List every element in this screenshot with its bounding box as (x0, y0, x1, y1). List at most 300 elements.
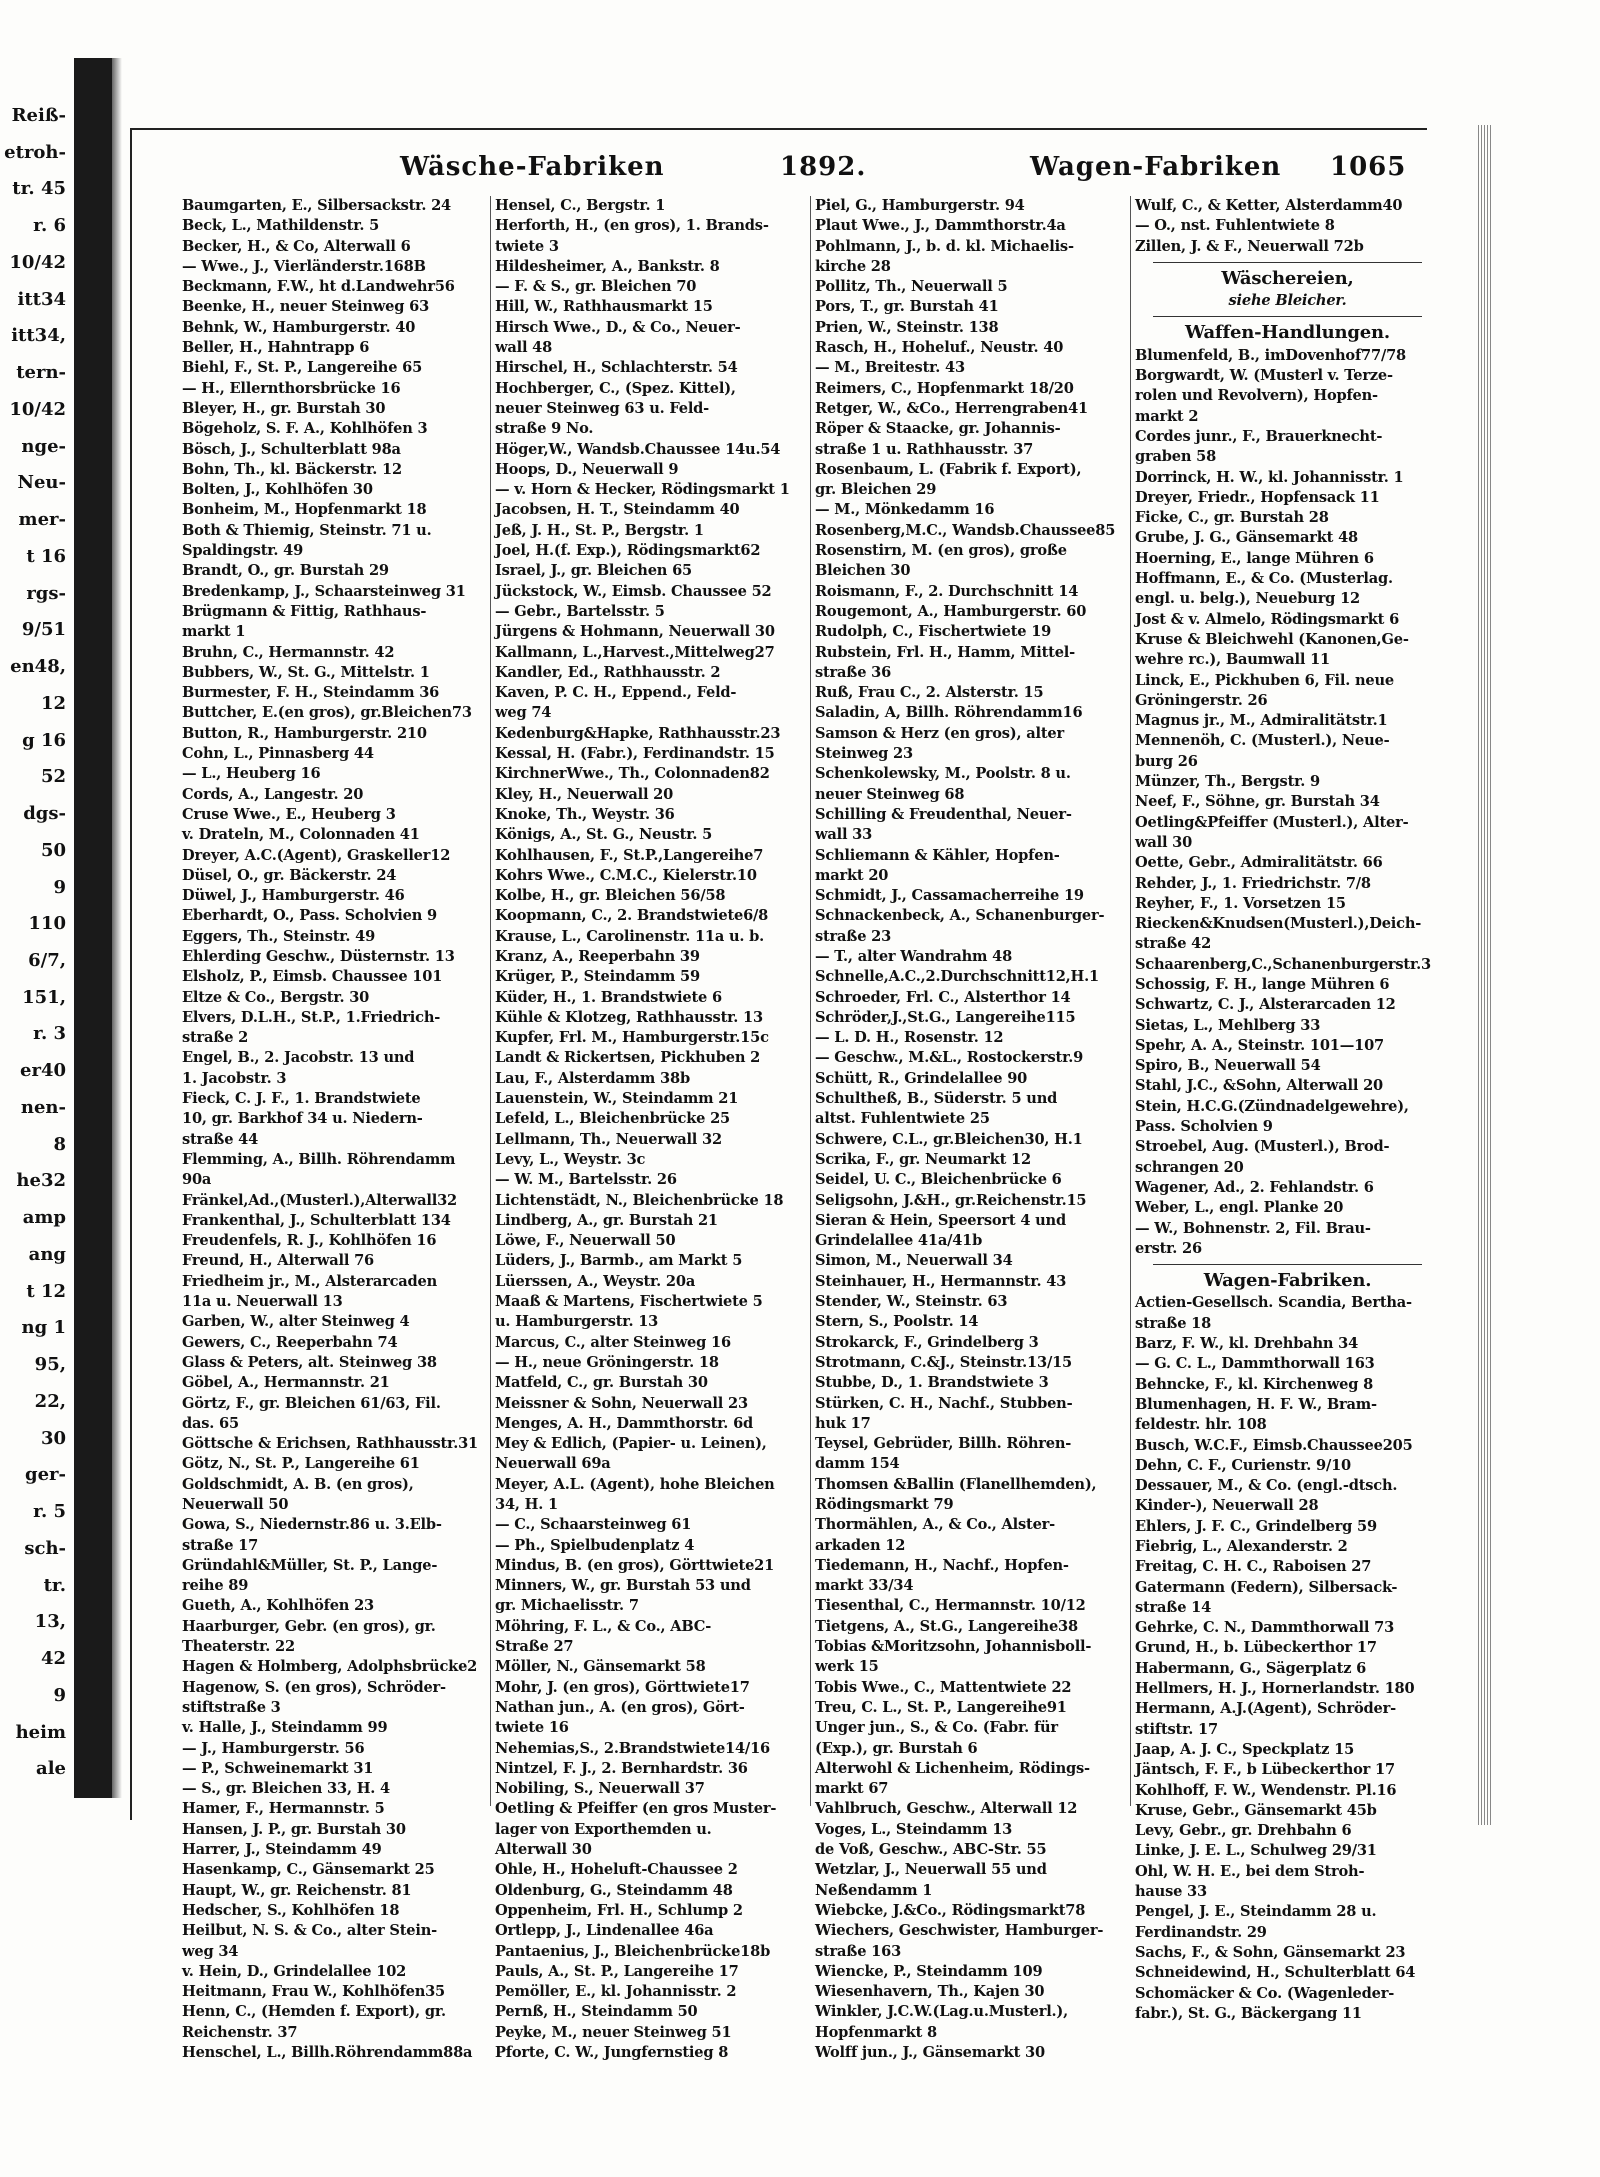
directory-entry: Goldschmidt, A. B. (en gros), (182, 1475, 414, 1493)
directory-entry: Stahl, J.C., &Sohn, Alterwall 20 (1135, 1077, 1384, 1095)
directory-entry: Rasch, H., Hoheluf., Neustr. 40 (815, 339, 1064, 357)
directory-entry: Flemming, A., Billh. Röhrendamm (182, 1150, 456, 1168)
directory-entry: straße 1 u. Rathhausstr. 37 (815, 440, 1034, 458)
directory-column-3 (815, 196, 1125, 2062)
section-title-waffen: Waffen-Handlungen. (1185, 322, 1390, 344)
directory-entry: Bögeholz, S. F. A., Kohlhöfen 3 (182, 420, 428, 438)
directory-entry: Bonheim, M., Hopfenmarkt 18 (182, 501, 427, 519)
directory-entry: graben 58 (1135, 448, 1217, 466)
directory-entry: Hansen, J. P., gr. Burstah 30 (182, 1820, 406, 1838)
directory-entry: Strotmann, C.&J., Steinstr.13/15 (815, 1353, 1073, 1371)
directory-entry: Düwel, J., Hamburgerstr. 46 (182, 887, 405, 905)
directory-entry: Neef, F., Söhne, gr. Burstah 34 (1135, 793, 1380, 811)
directory-entry: Baumgarten, E., Silbersackstr. 24 (182, 197, 452, 214)
directory-entry: Theaterstr. 22 (182, 1638, 295, 1656)
directory-entry: Pors, T., gr. Burstah 41 (815, 298, 999, 316)
directory-entry: twiete 16 (495, 1719, 569, 1737)
directory-entry: Lüders, J., Barmb., am Markt 5 (495, 1252, 743, 1270)
directory-entry: straße 9 No. (495, 420, 594, 438)
directory-entry: Treu, C. L., St. P., Langereihe91 (815, 1698, 1067, 1716)
gutter-shadow (112, 58, 122, 1798)
facing-page-fragment: 30 (40, 1428, 66, 1449)
directory-entry: Saladin, A, Billh. Röhrendamm16 (815, 704, 1083, 722)
section-rule (1153, 1264, 1422, 1265)
directory-entry: Pernß, H., Steindamm 50 (495, 2003, 698, 2021)
directory-entry: — H., Ellernthorsbrücke 16 (182, 379, 401, 397)
directory-entry: Zillen, J. & F., Neuerwall 72b (1135, 237, 1364, 255)
directory-entry: Ortlepp, J., Lindenallee 46a (495, 1922, 714, 1940)
facing-page-fragment: itt34, (11, 325, 66, 346)
section-rule (1153, 262, 1422, 263)
directory-entry: Schütt, R., Grindelallee 90 (815, 1069, 1028, 1087)
directory-entry: Cruse Wwe., E., Heuberg 3 (182, 805, 396, 823)
directory-entry: lager von Exporthemden u. (495, 1820, 712, 1838)
facing-page-fragment: 110 (28, 913, 66, 934)
facing-page-fragment: itt34 (17, 289, 66, 310)
waffen-entries (1135, 346, 1440, 1259)
directory-entry: Bösch, J., Schulterblatt 98a (182, 440, 401, 458)
directory-entry: Mohr, J. (en gros), Görttwiete17 (495, 1678, 750, 1696)
directory-entry: Engel, B., 2. Jacobstr. 13 und (182, 1049, 415, 1067)
directory-entry: straße 17 (182, 1536, 259, 1554)
directory-entry: Thormählen, A., & Co., Alster- (815, 1516, 1056, 1534)
directory-entry: Oppenheim, Frl. H., Schlump 2 (495, 1901, 743, 1919)
directory-entry: Jeß, J. H., St. P., Bergstr. 1 (495, 521, 704, 539)
directory-entry: 34, H. 1 (495, 1496, 558, 1513)
directory-entry: Rosenbaum, L. (Fabrik f. Export), (815, 460, 1082, 478)
directory-entry: Landt & Rickertsen, Pickhuben 2 (495, 1049, 761, 1067)
directory-entry: — F. & S., gr. Bleichen 70 (495, 278, 697, 296)
directory-entry: Schenkolewsky, M., Poolstr. 8 u. (815, 765, 1071, 783)
directory-entry: Knoke, Th., Weystr. 36 (495, 805, 675, 823)
directory-entry: Tobias &Moritzsohn, Johannisboll- (815, 1638, 1092, 1656)
directory-entry: Krüger, P., Steindamm 59 (495, 968, 700, 986)
directory-entry: Cordes junr., F., Brauerknecht- (1135, 427, 1383, 445)
directory-entry: Gewers, C., Reeperbahn 74 (182, 1333, 398, 1351)
directory-entry: straße 42 (1135, 935, 1212, 953)
directory-entry: Ferdinandstr. 29 (1135, 1923, 1267, 1941)
directory-entry: straße 23 (815, 927, 892, 945)
directory-entry: Ohl, W. H. E., bei dem Stroh- (1135, 1862, 1365, 1880)
directory-entry: Pantaenius, J., Bleichenbrücke18b (495, 1942, 771, 1960)
directory-entry: Königs, A., St. G., Neustr. 5 (495, 826, 713, 844)
directory-entry: KirchnerWwe., Th., Colonnaden82 (495, 765, 770, 783)
directory-entry: straße 36 (815, 663, 892, 681)
facing-page-fragment: tern- (16, 362, 66, 383)
directory-entry: straße 44 (182, 1130, 259, 1148)
facing-page-fragment: he32 (16, 1170, 66, 1191)
directory-entry: wehre rc.), Baumwall 11 (1135, 651, 1330, 669)
directory-entry: Bredenkamp, J., Schaarsteinweg 31 (182, 582, 466, 600)
directory-entry: Lau, F., Alsterdamm 38b (495, 1069, 690, 1087)
directory-entry: Elsholz, P., Eimsb. Chaussee 101 (182, 968, 443, 986)
directory-entry: Thomsen &Ballin (Flanellhemden), (815, 1475, 1097, 1493)
directory-entry: Kley, H., Neuerwall 20 (495, 785, 674, 803)
facing-page-fragment: g 16 (22, 730, 66, 751)
directory-entry: Kohrs Wwe., C.M.C., Kielerstr.10 (495, 866, 757, 884)
facing-page-fragment: ger- (25, 1464, 66, 1485)
directory-entry: Schnackenbeck, A., Schanenburger- (815, 907, 1105, 925)
directory-entry: werk 15 (815, 1658, 879, 1676)
facing-page-fragment: 10/42 (9, 252, 66, 273)
directory-entry: Eberhardt, O., Pass. Scholvien 9 (182, 907, 437, 925)
directory-entry: Schilling & Freudenthal, Neuer- (815, 805, 1072, 823)
directory-entry: Hochberger, C., (Spez. Kittel), (495, 379, 736, 397)
facing-page-fragment: 9/51 (21, 619, 66, 640)
directory-entry: Kupfer, Frl. M., Hamburgerstr.15c (495, 1029, 769, 1047)
directory-entry: Wiechers, Geschwister, Hamburger- (815, 1922, 1104, 1940)
facing-page-fragment: ng 1 (21, 1317, 66, 1338)
directory-entry: Levy, Gebr., gr. Drehbahn 6 (1135, 1822, 1352, 1840)
directory-entry: Jost & v. Almelo, Rödingsmarkt 6 (1135, 610, 1400, 628)
directory-entry: Jürgens & Hohmann, Neuerwall 30 (495, 623, 775, 641)
header-right-title: Wagen-Fabriken (1030, 152, 1282, 182)
directory-entry: Hoops, D., Neuerwall 9 (495, 460, 679, 478)
directory-entry: Haupt, W., gr. Reichenstr. 81 (182, 1881, 412, 1899)
facing-page-fragment: etroh- (4, 142, 66, 163)
directory-entry: Schroeder, Frl. C., Alsterthor 14 (815, 988, 1071, 1006)
directory-entry: Dreyer, A.C.(Agent), Graskeller12 (182, 846, 451, 864)
directory-entry: Kranz, A., Reeperbahn 39 (495, 947, 700, 965)
directory-entry: 11a u. Neuerwall 13 (182, 1293, 343, 1311)
directory-entry: Levy, L., Weystr. 3c (495, 1150, 646, 1168)
directory-entry: Göttsche & Erichsen, Rathhausstr.31 (182, 1435, 478, 1453)
directory-entry: Busch, W.C.F., Eimsb.Chaussee205 (1135, 1436, 1413, 1454)
directory-entry: Meyer, A.L. (Agent), hohe Bleichen (495, 1475, 775, 1493)
directory-entry: Lindberg, A., gr. Burstah 21 (495, 1211, 718, 1229)
directory-entry: Frankenthal, J., Schulterblatt 134 (182, 1211, 451, 1229)
directory-entry: Neuerwall 69a (495, 1455, 611, 1473)
directory-entry: Blumenhagen, H. F. W., Bram- (1135, 1395, 1377, 1413)
directory-entry: Jückstock, W., Eimsb. Chaussee 52 (495, 582, 772, 600)
directory-entry: Stein, H.C.G.(Zündnadelgewehre), (1135, 1097, 1409, 1115)
directory-entry: Freudenfels, R. J., Kohlhöfen 16 (182, 1232, 437, 1250)
directory-entry: Spaldingstr. 49 (182, 542, 304, 560)
directory-entry: Küder, H., 1. Brandstwiete 6 (495, 988, 722, 1006)
directory-entry: Gowa, S., Niedernstr.86 u. 3.Elb- (182, 1516, 442, 1534)
directory-entry: Krause, L., Carolinenstr. 11a u. b. (495, 927, 765, 945)
directory-entry: Hopfenmarkt 8 (815, 2023, 937, 2041)
directory-entry: Rudolph, C., Fischertwiete 19 (815, 623, 1052, 641)
directory-entry: gr. Bleichen 29 (815, 481, 937, 499)
directory-entry: markt 2 (1135, 407, 1199, 425)
directory-entry: Borgwardt, W. (Musterl v. Terze- (1135, 367, 1393, 385)
directory-entry: Mennenöh, C. (Musterl.), Neue- (1135, 732, 1390, 750)
directory-entry: — G. C. L., Dammthorwall 163 (1135, 1355, 1375, 1373)
directory-entry: Hagen & Holmberg, Adolphsbrücke2 (182, 1658, 478, 1676)
directory-entry: Rougemont, A., Hamburgerstr. 60 (815, 602, 1087, 620)
directory-entry: Weber, L., engl. Planke 20 (1135, 1199, 1344, 1217)
directory-entry: Götz, N., St. P., Langereihe 61 (182, 1455, 420, 1473)
directory-entry: Brandt, O., gr. Burstah 29 (182, 562, 389, 580)
facing-page-fragment: 9 (53, 877, 66, 898)
directory-entry: Koopmann, C., 2. Brandstwiete6/8 (495, 907, 769, 925)
directory-entry: Spehr, A. A., Steinstr. 101—107 (1135, 1036, 1384, 1054)
directory-entry: Wulf, C., & Ketter, Alsterdamm40 (1135, 197, 1403, 214)
directory-entry: Kaven, P. C. H., Eppend., Feld- (495, 684, 737, 702)
directory-entry: Hensel, C., Bergstr. 1 (495, 197, 666, 214)
directory-entry: Lichtenstädt, N., Bleichenbrücke 18 (495, 1191, 784, 1209)
directory-entry: Fränkel,Ad.,(Musterl.),Alterwall32 (182, 1191, 457, 1209)
directory-entry: Schröder,J.,St.G., Langereihe115 (815, 1008, 1076, 1026)
facing-page-fragment: t 12 (26, 1281, 66, 1302)
directory-entry: Pforte, C. W., Jungfernstieg 8 (495, 2044, 729, 2062)
directory-entry: Bleichen 30 (815, 562, 911, 580)
directory-entry: Fieck, C. J. F., 1. Brandstwiete (182, 1090, 421, 1108)
directory-entry: Becker, H., & Co, Alterwall 6 (182, 237, 411, 255)
facing-page-fragment: 9 (53, 1685, 66, 1706)
directory-entry: u. Hamburgerstr. 13 (495, 1313, 659, 1331)
directory-entry: Linck, E., Pickhuben 6, Fil. neue (1135, 671, 1394, 689)
facing-page-fragment: rgs- (26, 583, 66, 604)
facing-page-fragment: tr. 45 (12, 178, 66, 199)
directory-entry: Oldenburg, G., Steindamm 48 (495, 1881, 733, 1899)
directory-entry: Kessal, H. (Fabr.), Ferdinandstr. 15 (495, 745, 775, 763)
directory-entry: — Ph., Spielbudenplatz 4 (495, 1536, 695, 1554)
directory-entry: Hirschel, H., Schlachterstr. 54 (495, 359, 738, 377)
directory-entry: Pollitz, Th., Neuerwall 5 (815, 278, 1008, 296)
directory-entry: Biehl, F., St. P., Langereihe 65 (182, 359, 423, 377)
directory-entry: Pass. Scholvien 9 (1135, 1118, 1273, 1136)
directory-entry: Gründahl&Müller, St. P., Lange- (182, 1556, 438, 1574)
column-rule (1130, 196, 1131, 1806)
directory-entry: erstr. 26 (1135, 1239, 1202, 1257)
directory-entry: Menges, A. H., Dammthorstr. 6d (495, 1414, 754, 1432)
facing-page-fragment: 52 (40, 766, 66, 787)
directory-entry: Plaut Wwe., J., Dammthorstr.4a (815, 217, 1066, 235)
directory-entry: gr. Michaelisstr. 7 (495, 1597, 639, 1615)
facing-page-fragment: heim (15, 1722, 66, 1743)
directory-entry: Stroebel, Aug. (Musterl.), Brod- (1135, 1138, 1390, 1156)
directory-entry: 10, gr. Barkhof 34 u. Niedern- (182, 1110, 423, 1128)
facing-page-fragment: 95, (34, 1354, 66, 1375)
directory-entry: Buttcher, E.(en gros), gr.Bleichen73 (182, 704, 472, 722)
directory-entry: Spiro, B., Neuerwall 54 (1135, 1057, 1321, 1075)
directory-entry: Burmester, F. H., Steindamm 36 (182, 684, 440, 702)
directory-entry: Friedheim jr., M., Alsterarcaden (182, 1272, 438, 1290)
directory-entry: Straße 27 (495, 1638, 574, 1656)
directory-entry: Grube, J. G., Gänsemarkt 48 (1135, 529, 1358, 547)
directory-entry: Unger jun., S., & Co. (Fabr. für (815, 1719, 1058, 1737)
facing-page-fragment: r. 5 (33, 1501, 66, 1522)
directory-entry: fabr.), St. G., Bäckergang 11 (1135, 2004, 1362, 2022)
directory-entry: twiete 3 (495, 237, 559, 255)
directory-entry: hause 33 (1135, 1883, 1207, 1901)
directory-entry: Seligsohn, J.&H., gr.Reichenstr.15 (815, 1191, 1087, 1209)
directory-entry: Steinhauer, H., Hermannstr. 43 (815, 1272, 1067, 1290)
directory-entry: Lellmann, Th., Neuerwall 32 (495, 1130, 722, 1148)
directory-entry: Marcus, C., alter Steinweg 16 (495, 1333, 731, 1351)
directory-entry: Israel, J., gr. Bleichen 65 (495, 562, 692, 580)
directory-entry: — M., Mönkedamm 16 (815, 501, 995, 519)
directory-entry: Seidel, U. C., Bleichenbrücke 6 (815, 1171, 1062, 1189)
directory-entry: Simon, M., Neuerwall 34 (815, 1252, 1013, 1270)
directory-entry: Hellmers, H. J., Hornerlandstr. 180 (1135, 1680, 1415, 1698)
directory-entry: Ehlers, J. F. C., Grindelberg 59 (1135, 1517, 1377, 1535)
directory-entry: Kruse & Bleichwehl (Kanonen,Ge- (1135, 630, 1409, 648)
facing-page-fragment: 42 (40, 1648, 66, 1669)
directory-entry: Röper & Staacke, gr. Johannis- (815, 420, 1061, 438)
directory-entry: Rosenstirn, M. (en gros), große (815, 542, 1067, 560)
facing-page-fragment: en48, (10, 656, 66, 677)
directory-entry: Retger, W., &Co., Herrengraben41 (815, 399, 1089, 417)
directory-entry: Kedenburg&Hapke, Rathhausstr.23 (495, 724, 781, 742)
directory-entry: Dreyer, Friedr., Hopfensack 11 (1135, 488, 1380, 506)
directory-entry: das. 65 (182, 1414, 239, 1432)
directory-entry: Hermann, A.J.(Agent), Schröder- (1135, 1700, 1396, 1718)
directory-entry: markt 1 (182, 623, 246, 641)
directory-entry: engl. u. belg.), Neueburg 12 (1135, 590, 1360, 608)
directory-entry: Kinder-), Neuerwall 28 (1135, 1497, 1319, 1515)
page-number: 1065 (1330, 152, 1407, 182)
facing-page-fragment: 8 (53, 1134, 66, 1155)
directory-entry: Cords, A., Langestr. 20 (182, 785, 364, 803)
directory-entry: Cohn, L., Pinnasberg 44 (182, 745, 374, 763)
directory-entry: — P., Schweinemarkt 31 (182, 1759, 374, 1777)
directory-entry: Oetling&Pfeiffer (Musterl.), Alter- (1135, 813, 1409, 831)
directory-entry: Tiedemann, H., Nachf., Hopfen- (815, 1556, 1069, 1574)
directory-entry: Winkler, J.C.W.(Lag.u.Musterl.), (815, 2003, 1069, 2021)
directory-entry: Strokarck, F., Grindelberg 3 (815, 1333, 1039, 1351)
directory-entry: markt 20 (815, 866, 889, 884)
directory-entry: Sietas, L., Mehlberg 33 (1135, 1016, 1321, 1034)
directory-entry: Voges, L., Steindamm 13 (815, 1820, 1013, 1838)
directory-entry: Maaß & Martens, Fischertwiete 5 (495, 1293, 763, 1311)
directory-entry: Wetzlar, J., Neuerwall 55 und (815, 1861, 1047, 1879)
directory-entry: stiftstr. 17 (1135, 1720, 1218, 1738)
page-edge-stack (1478, 125, 1492, 1825)
directory-entry: Steinweg 23 (815, 745, 913, 763)
directory-entry: Glass & Peters, alt. Steinweg 38 (182, 1353, 437, 1371)
directory-entry: Beenke, H., neuer Steinweg 63 (182, 298, 430, 316)
directory-entry: Kallmann, L.,Harvest.,Mittelweg27 (495, 643, 775, 661)
facing-page-fragment: r. 3 (33, 1023, 66, 1044)
directory-entry: burg 26 (1135, 752, 1198, 770)
directory-entry: — Wwe., J., Vierländerstr.168B (182, 257, 426, 275)
facing-page-fragment: 10/42 (9, 399, 66, 420)
directory-entry: Bruhn, C., Hermannstr. 42 (182, 643, 395, 661)
directory-entry: — Geschw., M.&L., Rostockerstr.9 (815, 1049, 1084, 1067)
directory-entry: Lefeld, L., Bleichenbrücke 25 (495, 1110, 730, 1128)
directory-entry: Peyke, M., neuer Steinweg 51 (495, 2023, 732, 2041)
directory-entry: Reichenstr. 37 (182, 2023, 298, 2041)
directory-entry: Matfeld, C., gr. Burstah 30 (495, 1374, 708, 1392)
directory-entry: Schneidewind, H., Schulterblatt 64 (1135, 1964, 1416, 1982)
directory-entry: straße 2 (182, 1029, 249, 1047)
directory-entry: — M., Breitestr. 43 (815, 359, 965, 377)
facing-page-fragment: 151, (22, 987, 66, 1008)
directory-column-1 (182, 196, 487, 2062)
facing-page-fragment: 13, (34, 1611, 66, 1632)
directory-entry: schrangen 20 (1135, 1158, 1244, 1176)
directory-entry: Tiesenthal, C., Hermannstr. 10/12 (815, 1597, 1086, 1615)
directory-entry: Roismann, F., 2. Durchschnitt 14 (815, 582, 1079, 600)
directory-entry: Hildesheimer, A., Bankstr. 8 (495, 257, 720, 275)
directory-entry: Schwartz, C. J., Alsterarcaden 12 (1135, 996, 1396, 1014)
directory-entry: Rubstein, Frl. H., Hamm, Mittel- (815, 643, 1075, 661)
directory-entry: Joel, H.(f. Exp.), Rödingsmarkt62 (495, 542, 761, 560)
directory-entry: Samson & Herz (en gros), alter (815, 724, 1064, 742)
directory-entry: Löwe, F., Neuerwall 50 (495, 1232, 676, 1250)
directory-entry: Bubbers, W., St. G., Mittelstr. 1 (182, 663, 430, 681)
directory-entry: feldestr. hlr. 108 (1135, 1416, 1267, 1434)
directory-entry: Ehlerding Geschw., Düsternstr. 13 (182, 947, 455, 965)
directory-entry: Nehemias,S., 2.Brandstwiete14/16 (495, 1739, 770, 1757)
directory-entry: Garben, W., alter Steinweg 4 (182, 1313, 410, 1331)
directory-entry: weg 74 (495, 704, 552, 722)
directory-entry: Kolbe, H., gr. Bleichen 56/58 (495, 887, 726, 905)
directory-entry: de Voß, Geschw., ABC-Str. 55 (815, 1841, 1047, 1859)
directory-entry: Oette, Gebr., Admiralitätstr. 66 (1135, 854, 1383, 872)
directory-entry: Schossig, F. H., lange Mühren 6 (1135, 975, 1390, 993)
directory-entry: Meissner & Sohn, Neuerwall 23 (495, 1394, 748, 1412)
wagen-entries (1135, 1293, 1440, 2024)
directory-entry: (Exp.), gr. Burstah 6 (815, 1739, 978, 1757)
directory-entry: Wiencke, P., Steindamm 109 (815, 1962, 1043, 1980)
directory-entry: Tietgens, A., St.G., Langereihe38 (815, 1617, 1078, 1635)
directory-entry: Nintzel, F. J., 2. Bernhardstr. 36 (495, 1759, 748, 1777)
facing-page-fragment: mer- (18, 509, 66, 530)
facing-page-fragment: nen- (20, 1097, 66, 1118)
facing-page-fragment: t 16 (26, 546, 66, 567)
directory-entry: Schultheß, B., Süderstr. 5 und (815, 1090, 1058, 1108)
directory-entry: Linke, J. E. L., Schulweg 29/31 (1135, 1842, 1377, 1860)
directory-entry: Hoffmann, E., & Co. (Musterlag. (1135, 570, 1393, 588)
directory-entry: straße 18 (1135, 1314, 1212, 1332)
directory-entry: Riecken&Knudsen(Musterl.),Deich- (1135, 915, 1422, 933)
directory-entry: Kandler, Ed., Rathhausstr. 2 (495, 663, 721, 681)
section-title-wagen: Wagen-Fabriken. (1203, 1270, 1372, 1292)
directory-entry: Schwere, C.L., gr.Bleichen30, H.1 (815, 1130, 1083, 1148)
directory-entry: Bolten, J., Kohlhöfen 30 (182, 481, 373, 499)
directory-entry: Fiebrig, L., Alexanderstr. 2 (1135, 1538, 1348, 1555)
section-crossref: siehe Bleicher. (1228, 292, 1347, 310)
directory-entry: Düsel, O., gr. Bäckerstr. 24 (182, 866, 397, 884)
directory-entry: kirche 28 (815, 257, 891, 275)
directory-entry: — C., Schaarsteinweg 61 (495, 1516, 692, 1534)
column-rule (810, 196, 811, 1806)
header-year: 1892. (780, 152, 867, 182)
directory-entry: Eggers, Th., Steinstr. 49 (182, 927, 376, 945)
directory-entry: Kohlhoff, F. W., Wendenstr. Pl.16 (1135, 1781, 1397, 1799)
directory-entry: v. Drateln, M., Colonnaden 41 (182, 826, 420, 844)
directory-entry: Herforth, H., (en gros), 1. Brands- (495, 217, 769, 235)
directory-entry: — L., Heuberg 16 (182, 765, 321, 783)
directory-entry: Schnelle,A.C.,2.Durchschnitt12,H.1 (815, 968, 1099, 986)
directory-entry: Beller, H., Hahntrapp 6 (182, 339, 370, 357)
directory-column-2 (495, 196, 805, 2062)
directory-entry: Eltze & Co., Bergstr. 30 (182, 988, 370, 1006)
directory-entry: Schliemann & Kähler, Hopfen- (815, 846, 1060, 864)
directory-entry: Sieran & Hein, Speersort 4 und (815, 1211, 1066, 1229)
directory-entry: Neuerwall 50 (182, 1496, 289, 1513)
facing-page-fragment: tr. (43, 1575, 66, 1596)
directory-entry: Reyher, F., 1. Vorsetzen 15 (1135, 894, 1346, 912)
directory-entry: rolen und Revolvern), Hopfen- (1135, 387, 1378, 405)
directory-entry: Freitag, C. H. C., Raboisen 27 (1135, 1558, 1372, 1576)
directory-entry: Hagenow, S. (en gros), Schröder- (182, 1678, 446, 1696)
directory-entry: huk 17 (815, 1414, 871, 1432)
directory-entry: Grindelallee 41a/41b (815, 1232, 983, 1250)
directory-entry: Grund, H., b. Lübeckerthor 17 (1135, 1639, 1377, 1657)
directory-entry: Ruß, Frau C., 2. Alsterstr. 15 (815, 684, 1044, 702)
directory-entry: wall 30 (1135, 833, 1193, 851)
facing-page-fragment: ale (36, 1758, 66, 1779)
facing-page-fragment: Neu- (17, 472, 66, 493)
directory-entry: Piel, G., Hamburgerstr. 94 (815, 197, 1025, 214)
directory-entry: Kohlhausen, F., St.P.,Langereihe7 (495, 846, 764, 864)
directory-entry: Bohn, Th., kl. Bäckerstr. 12 (182, 460, 402, 478)
